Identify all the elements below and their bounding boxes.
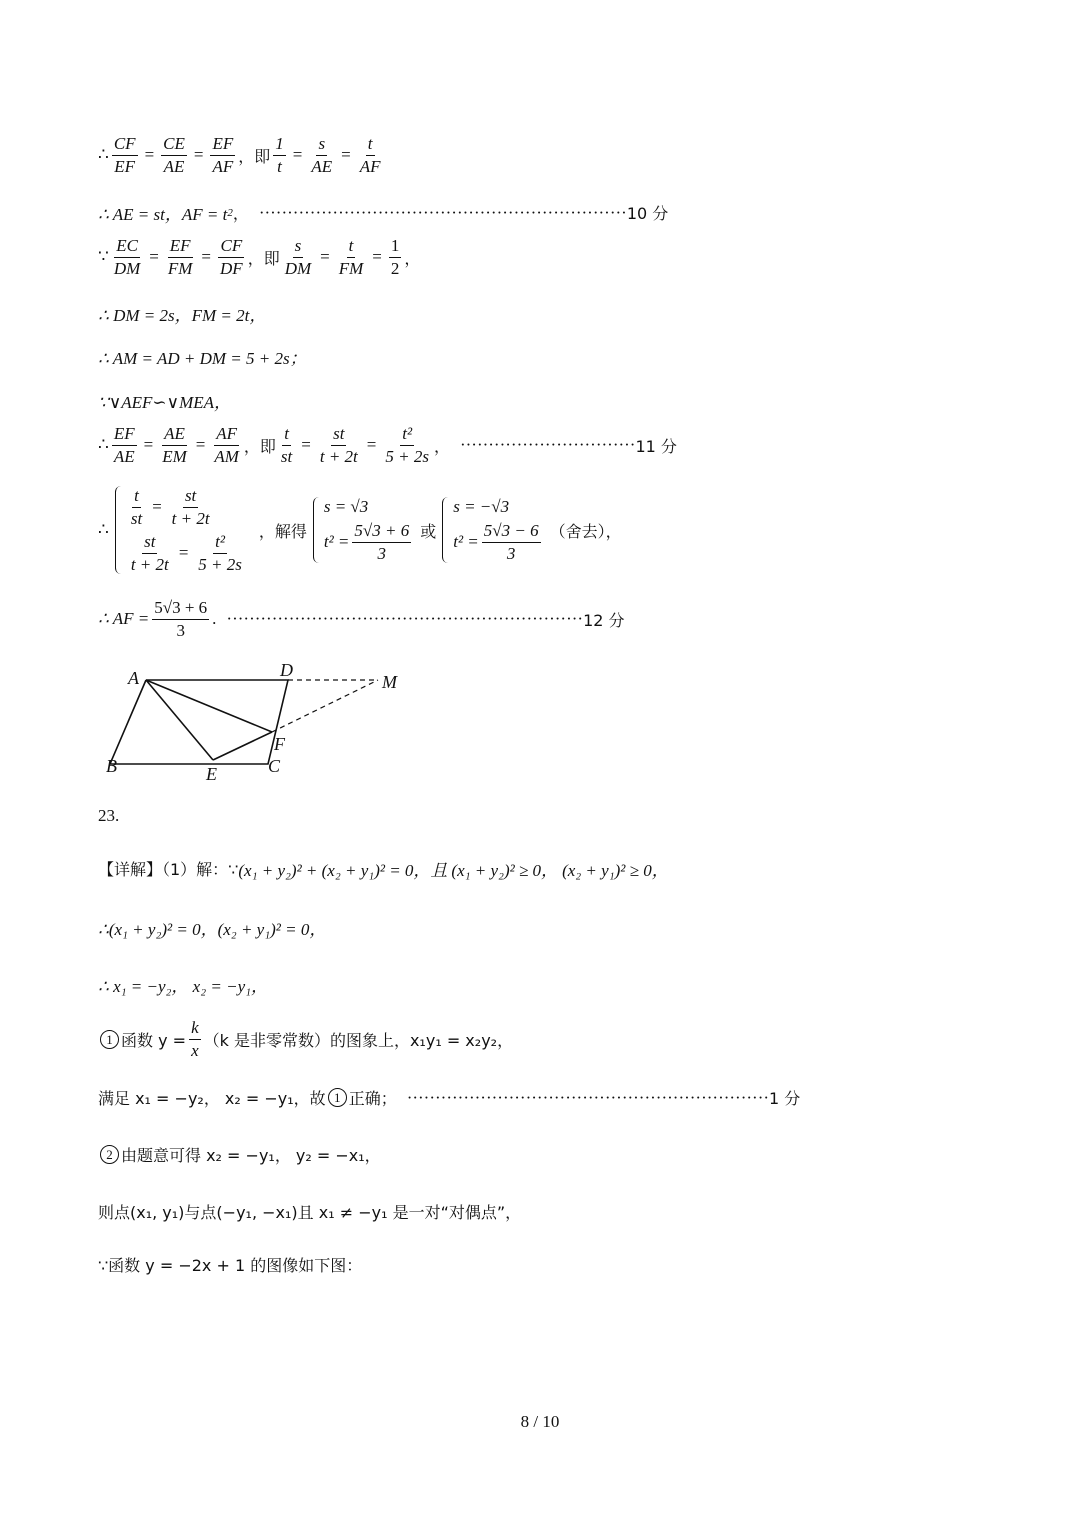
fraction: $\frac{EF}{FM}$ [167, 236, 193, 278]
text: ， [404, 248, 421, 268]
equation: (x₁ + y₂)² + (x₂ + y₁)² = 0，且 [238, 861, 448, 880]
text: 由题意可得 x₂ = −y₁， y₂ = −x₁， [121, 1146, 381, 1165]
line-af-st [98, 200, 668, 225]
segment-fm [272, 680, 378, 732]
text: 满足 x₁ = −y₂， x₂ = −y₁，故 [98, 1089, 326, 1108]
leader-dots: ································································· [258, 202, 627, 222]
fraction: $\frac{AF}{AM}$ [214, 424, 239, 466]
segment-af [146, 680, 272, 732]
text: 或 [420, 521, 437, 541]
text: ，即 [243, 436, 276, 456]
score-label: 12 分 [583, 610, 625, 630]
solution-system-2: s = −√3 t² = $\frac{5√3 - 6}{3}$ [442, 497, 543, 563]
fraction: $\frac{AE}{EM}$ [162, 424, 187, 466]
line-dm-fm: ∴ DM = 2s，FM = 2t， [98, 306, 267, 325]
fraction: $\frac{\text{t²}}{5 + 2s}$ [385, 424, 429, 466]
because-symbol: ∵ [98, 247, 109, 267]
label-d: D [280, 660, 293, 680]
fraction: $\frac{CF}{EF}$ [113, 134, 136, 176]
label-f: F [274, 734, 285, 754]
superscript: 2 [227, 206, 233, 219]
line-system [98, 486, 622, 574]
score-label: 11 分 [635, 436, 677, 456]
fraction: $\frac{s}{DM}$ [284, 236, 312, 278]
text: 正确； [348, 1089, 397, 1108]
segment-ae [146, 680, 213, 760]
text: ， [433, 436, 450, 456]
text: ，即 [238, 146, 271, 166]
line-23-7: 则点(x₁, y₁)与点(−y₁, −x₁)且 x₁ ≠ −y₁ 是一对“对偶点”， [98, 1203, 522, 1222]
leader-dots: ······························· [459, 435, 636, 455]
equation: (x₂ + y₁)² ≥ 0， [562, 861, 669, 880]
fraction: $\frac{t}{st}$ [280, 424, 293, 466]
fraction: $\frac{EF}{AF}$ [212, 134, 234, 176]
score-label: 1 分 [769, 1089, 801, 1108]
line-ratio-3: ∴ $\frac{EF}{AE}$ = $\frac{AE}{EM}$ = $\frac{AF}{AM}$ ，即 $\frac{t}{st}$ = $\frac{st}{t + 2t}$ = $\frac{\text{t²}}{5 + 2s}$ ， ······························· 11 分 [98, 424, 677, 466]
fraction: $\frac{1}{t}$ [275, 134, 284, 176]
text: （k 是非零常数）的图象上，x₁y₁ = x₂y₂， [203, 1030, 514, 1050]
fraction: $\frac{CE}{AE}$ [163, 134, 185, 176]
fraction: $\frac{k}{x}$ [191, 1018, 199, 1060]
text: 函数 y = [121, 1030, 187, 1050]
fraction: $\frac{t}{FM}$ [338, 236, 364, 278]
label-c: C [268, 756, 281, 776]
fraction: $\frac{CF}{DF}$ [220, 236, 243, 278]
circled-number: 1 [100, 1030, 119, 1049]
line-ratio-2: ∵ $\frac{EC}{DM}$ = $\frac{EF}{FM}$ = $\frac{CF}{DF}$ ，即 $\frac{s}{DM}$ = $\frac{t}{FM}$ = $\frac{1}{2}$ ， [98, 236, 421, 278]
solution-system-1: s = √3 t² = $\frac{5√3 + 6}{3}$ [313, 497, 414, 563]
leader-dots: ······························································· [226, 609, 584, 629]
therefore-symbol: ∴ [98, 520, 109, 540]
text: （舍去）， [549, 521, 622, 541]
therefore-symbol: ∴ [98, 435, 109, 455]
line-23-3: ∴ x₁ = −y₂， x₂ = −y₁， [98, 977, 269, 996]
line-23-1 [98, 856, 669, 881]
segment-ef [213, 732, 272, 760]
line-af-result [98, 598, 625, 640]
circled-number: 2 [100, 1145, 119, 1164]
text: ， [232, 204, 249, 223]
text: ，即 [247, 248, 280, 268]
question-number: 23. [98, 806, 120, 825]
line-23-4 [98, 1018, 513, 1060]
label-m: M [382, 672, 397, 692]
fraction: $\frac{s}{AE}$ [311, 134, 333, 176]
equation-system: $\frac{t}{st}$ = $\frac{st}{t + 2t}$ $\frac{st}{t + 2t}$ = $\frac{\text{t²}}{5 + 2s}$ [115, 486, 247, 574]
equation: (x₁ + y₂)² ≥ 0， [451, 861, 559, 880]
text: ，解得 [258, 521, 307, 541]
text: 【详解】（1）解：∵ [98, 860, 239, 879]
fraction: $\frac{1}{2}$ [390, 236, 400, 278]
label-e: E [206, 764, 217, 784]
fraction: $\frac{st}{t + 2t}$ [319, 424, 358, 466]
circled-number: 1 [328, 1088, 347, 1107]
fraction: $\frac{EF}{AE}$ [113, 424, 135, 466]
score-label: 10 分 [626, 204, 669, 223]
equation: ∴ AE = st，AF = t [98, 205, 228, 224]
line-am: ∴ AM = AD + DM = 5 + 2s； [98, 349, 307, 368]
label-a: A [128, 668, 139, 688]
parallelogram-figure [98, 658, 418, 788]
line-23-2: ∴(x₁ + y₂)² = 0，(x₂ + y₁)² = 0， [98, 920, 327, 939]
line-23-5 [98, 1086, 800, 1109]
line-23-8: ∵函数 y = −2x + 1 的图像如下图： [98, 1256, 363, 1275]
line-similar: ∵∨AEF∽∨MEA， [98, 393, 232, 412]
text: . [212, 609, 217, 629]
label-b: B [106, 756, 117, 776]
line-ratio-1: ∴ $\frac{CF}{EF}$ = $\frac{CE}{AE}$ = $\frac{EF}{AF}$ ，即 $\frac{1}{t}$ = $\frac{s}{AE}$ = $\frac{t}{AF}$ [98, 134, 381, 176]
leader-dots: ································································ [406, 1087, 770, 1107]
line-23-6 [98, 1143, 381, 1166]
fraction: $\frac{EC}{DM}$ [113, 236, 141, 278]
fraction: $\frac{5√3 + 6}{3}$ [154, 598, 208, 640]
equation: ∴ AF = [98, 609, 150, 629]
fraction: $\frac{t}{AF}$ [359, 134, 381, 176]
parallelogram-outline [110, 680, 288, 764]
therefore-symbol: ∴ [98, 145, 109, 165]
page-number: 8 / 10 [520, 1412, 560, 1431]
